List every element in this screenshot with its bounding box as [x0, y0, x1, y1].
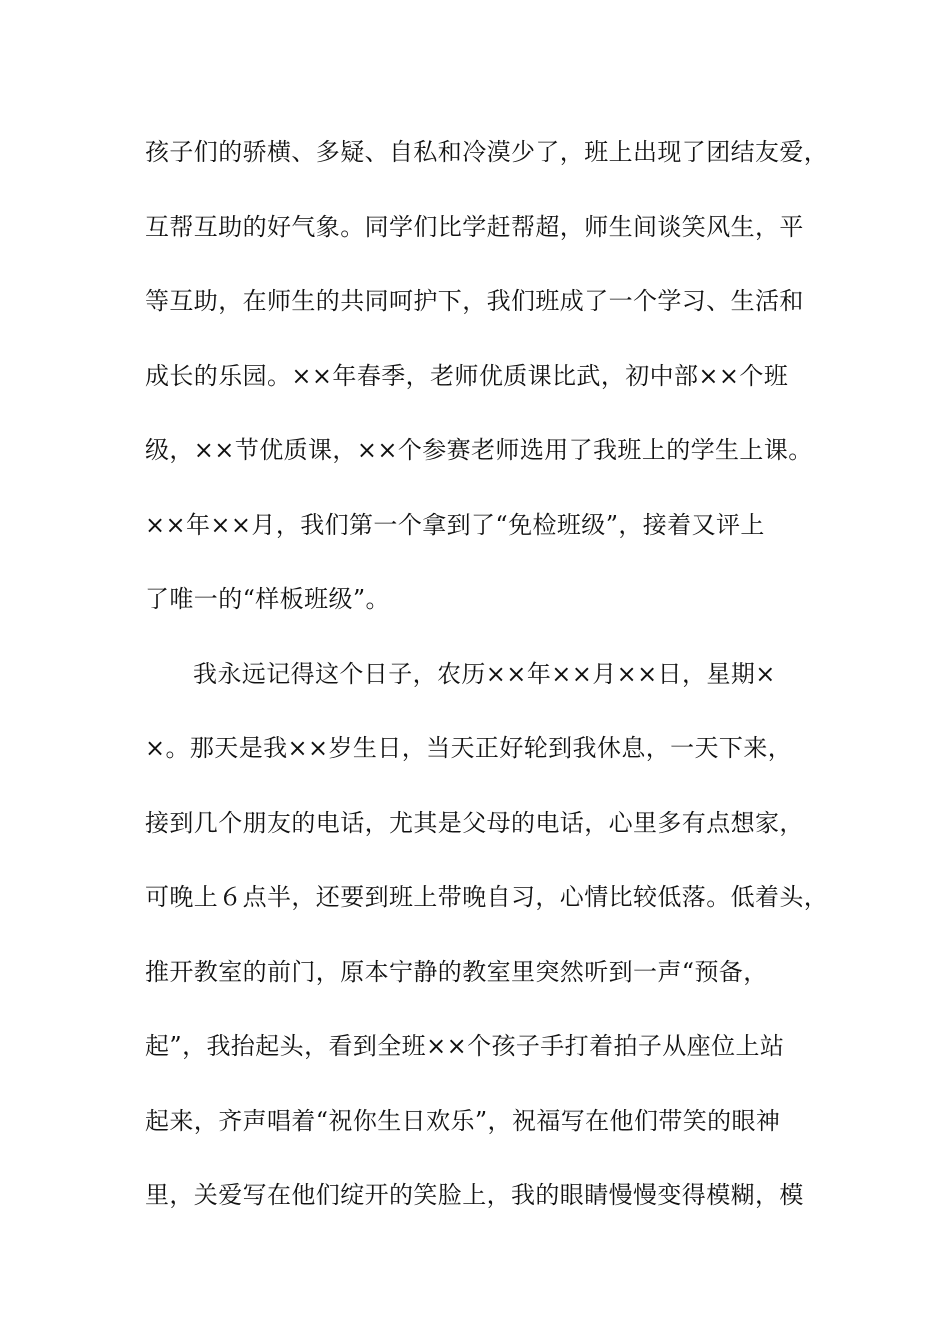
text-line: ××年××月，我们第一个拿到了“免检班级”，接着又评上: [145, 510, 765, 539]
text-line: 级，××节优质课，××个参赛老师选用了我班上的学生上课。: [145, 436, 813, 464]
paragraph-1: [145, 130, 829, 652]
text-line: 了唯一的“样板班级”。: [145, 585, 390, 613]
text-line: 起来，齐声唱着“祝你生日欢乐”，祝福写在他们带笑的眼神: [145, 1106, 781, 1135]
text-line: 我永远记得这个日子，农历××年××月××日，星期×: [193, 659, 776, 688]
body-text: [145, 130, 829, 1248]
text-line: ×。那天是我××岁生日，当天正好轮到我休息，一天下来，: [145, 734, 793, 762]
text-line: 接到几个朋友的电话，尤其是父母的电话，心里多有点想家，: [145, 808, 804, 837]
text-line: 起”，我抬起头，看到全班××个孩子手打着拍子从座位上站: [145, 1032, 785, 1060]
paragraph-2: [145, 652, 829, 1248]
text-line: 孩子们的骄横、多疑、自私和冷漠少了，班上出现了团结友爱，: [145, 138, 829, 166]
text-line: 可晚上６点半，还要到班上带晚自习，心情比较低落。低着头，: [145, 883, 829, 911]
text-line: 互帮互助的好气象。同学们比学赶帮超，师生间谈笑风生，平: [145, 212, 804, 241]
text-line: 等互助，在师生的共同呵护下，我们班成了一个学习、生活和: [145, 287, 804, 315]
text-line: 推开教室的前门，原本宁静的教室里突然听到一声“预备，: [145, 957, 768, 986]
text-line: 成长的乐园。××年春季，老师优质课比武，初中部××个班: [145, 361, 789, 390]
text-line: 里，关爱写在他们绽开的笑脸上，我的眼睛慢慢变得模糊，模: [145, 1181, 804, 1209]
